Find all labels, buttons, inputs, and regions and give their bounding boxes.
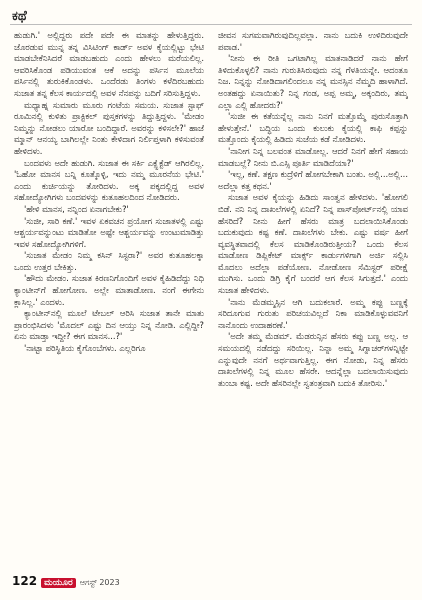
article-body: [14, 30, 408, 568]
page-footer: [12, 574, 120, 590]
issue-date: ಆಗಸ್ಟ್ 2023: [79, 578, 120, 587]
paragraph: 'ನೀನು ಈ ರೀತಿ ಒಗಟಾಗಿಲ್ಲ ಮಾತನಾಡಿದರೆ ನಾನು ಹೇಗೆ ತಿಳಿದುಕೊಳ್ಳಲಿ? ನಾನು ಗುರುತಿಸಿರುವುದು ನನ್ನ ಗೆಳತಿಯನ್ನೇ. ಆದಂತೂ ನಿಜ. ನಿನ್ನನ್ನು ನೋಡಿದಾಗಲಿಂದಲೂ ನನ್ನ ಮನಸ್ಸಿನ ನೆಮ್ಮದಿ ಹಾಳಾಗಿದೆ. ಅಂತಹದ್ದು ಏನಾಯಿತು? ನಿನ್ನ ಗಂಡ, ಅಪ್ಪ ಅಮ್ಮ, ಅಕ್ಕಂದಿರು, ತಮ್ಮ ಎಲ್ಲಾ ಎಲ್ಲಿ ಹೋದರು?': [218, 53, 408, 110]
paragraph: ಸುಜಾತ ಅವಳ ಕೈಯನ್ನು ಹಿಡಿದು ಸಾಂತ್ವನ ಹೇಳಿದಳು. 'ಹೋಗಲಿ ಬಿಡೆ. ನನಿ ನಿನ್ನ ದಾಖಲೆಗಳಲ್ಲಿ ಏನಿದೆ? ನಿನ್ನ ಪಾಸ್‌ಪೋರ್ಟ್‌ನಲ್ಲಿ ಯಾವ ಹೆಸರಿದೆ? ನೀನು ಹೀಗೆ ಹೆಸರು ಮಾತ್ರ ಬದಲಾಯಿಸಿಕೊಂಡು ಬದುಕುವುದು ಕಷ್ಟ ಕಣೆ. ದಾಖಲೆಗಳು ಬೇಕು. ಎಷ್ಟು ವರ್ಷ ಹೀಗೆ ವ್ಯವಸ್ಥಿತವಾದಲ್ಲಿ ಕೆಲಸ ಮಾಡಿಕೊಂಡಿರುತ್ತೀಯ? ಒಂದು ಕೆಲಸ ಮಾಡೋಣ ಡಿಪ್ಲಿಕೇಟ್ ಮಾರ್ಕ್ಸ್ ಕಾರ್ಡುಗಳಿಗಾಗಿ ಅರ್ಜಿ ಸಲ್ಲಿಸಿ ಮೊದಲು ಅದೆಲ್ಲಾ ಪಡೆಯೋಣ. ನೋಡೋಣ ಸೆಮಿಸ್ಟರ್ ಪರೀಕ್ಷೆ ಮುಗಿಸು. ಒಂದು ಡಿಗ್ರಿ ಕೈಗೆ ಬಂದರೆ ಆಗ ಕೆಲಸ ಸಿಗುತ್ತದೆ.' ಎಂದು ಸುಜಾತ ಹೇಳಿದಳು.: [218, 192, 408, 296]
paragraph: 'ಸುಜೀ, ಸಾರಿ ಕಣೆ.' ಇವಳ ಏಕವಚನ ಪ್ರಯೋಗ ಸುಜಾತಳಲ್ಲಿ ಎಷ್ಟು ಆಶ್ಚರ್ಯವನ್ನುಂಟು ಮಾಡಿತೋ ಅಷ್ಟೇ ಆಶ್ಚರ್ಯವನ್ನು ಉಂಟುಮಾಡಿತ್ತು ಇವಳ ಸಹೋದ್ಯೋಗಿಗಳಿಗೆ.: [14, 215, 204, 249]
paragraph: ಜೀವನ ಸುಗಮವಾಗಿರುವುದಿಲ್ಲವಲ್ಲಾ. ನಾನು ಬದುಕಿ ಉಳಿದಿರುವುದೇ ಪವಾಡ.': [218, 30, 408, 52]
paragraph: ಬಂದವಳು ಅದೇ ಹುಡುಗಿ. ಸುಜಾತ ಈ ಸರ್ಕಿ ಎಕ್ಸ್ಪೆಕ್ಟೆಡ್ ಆಗಿರಲಿಲ್ಲ. 'ಓಹೋ ಮಾನಸ ಬನ್ನಿ ಕೂತ್ಕೊಳ್ಳಿ, ಇದು ನಮ್ಮ ಮೂರನೆಯ ಭೇಟಿ.' ಎಂದು ಕುರ್ಚಿಯನ್ನು ತೋರಿದಳು. ಅಕ್ಕ ಪಕ್ಕದಲ್ಲಿದ್ದ ಅವಳ ಸಹೋದ್ಯೋಗಿಗಳು ಬಂದವಳನ್ನು ಕುತೂಹಲದಿಂದ ನೋಡಿದರು.: [14, 157, 204, 203]
paragraph: 'ಅದೇ ತಮ್ಮ ಮೆಡಮ್. ಮೆಡರುನ್ಸಿನ ಹೆಸರು ಕಪ್ಪು ಬಣ್ಣ ಅಲ್ಲ. ಆ ಸಮಯದಲ್ಲಿ ನಡೆದದ್ದು ಸರಿಯಿಲ್ಲ. ನಿನ್ನಾ ಅಮ್ಮ ಸಿಗ್ನಾಚರ್‌ಗಳನ್ನಿಟ್ಟೇ ಎನ್ನುವುದೇ ನನಗೆ ಅರ್ಥವಾಗುತ್ತಿಲ್ಲ. ಈಗ ನೋಡು, ನಿನ್ನ ಹೆಸರು ದಾಖಲೆಗಳಲ್ಲಿ ನಿನ್ನ ಮೂಲ ಹೆಸರೇ. ಆದನ್ನೆಲ್ಲಾ ಬದಲಾಯಿಸುವುದು ತುಂಬಾ ಕಷ್ಟ. ಅದೇ ಹೆಸರಿನಲ್ಲೇ ಸ್ವತಂತ್ರವಾಗಿ ಬದುಕಿ ತೋರಿಸು.': [218, 331, 408, 388]
magazine-logo: ಮಯೂರ: [41, 578, 76, 588]
section-title: ಕಥೆ: [12, 8, 27, 24]
paragraph: 'ಸುಜಾತ ಮೇಡಂ ನಿಮ್ಮ ಕಸಿನ್ ಸಿಸ್ಟರಾ?' ಅವರ ಕುತೂಹಲಕ್ಕಾ ಒಂದು ಉತ್ತರ ಬೇಕಿತ್ತು.: [14, 250, 204, 272]
paragraph: 'ನಾನೀಗ ನಿನ್ನ ಬಲವಂತ ಮಾಡೋಲ್ಲ. ಆದರೆ ನಿನಗೆ ಹೇಗೆ ಸಹಾಯ ಮಾಡಬಲ್ಲೆ? ನೀನು ಬಿ.ಎಸ್ಸಿ ಪೂರ್ತಿ ಮಾಡಿದೆಯಾ?': [218, 145, 408, 168]
header-divider: [10, 24, 412, 25]
paragraph: ಕ್ಯಾಂಟೀನ್‌ನಲ್ಲಿ ಮೂಲೆ ಟೇಬಲ್ ಆರಿಸಿ ಸುಜಾತ ತಾನೇ ಮಾತು ಪ್ರಾರಂಭಿಸಿದಳು 'ಮೊದಲ್ ಎಷ್ಟು ದಿನ ಆಯ್ತು ನಿನ್ನ ನೋಡಿ. ಎಲ್ಲಿದ್ದೀ? ಏನು ಮಾಡ್ತಾ ಇದ್ದೀ? ಈಗ ಮಾನಸ...?': [14, 308, 204, 342]
paragraph: 'ನಾನು ಮೆಡಮ್ಮಸ್ಸಿನ ಆಗಿ ಬದುಕಲಾರೆ. ಅಮ್ಮ ಕಪ್ಪು ಬಣ್ಣಕ್ಕೆ ಸರಿದೂಗುವ ಗುರುತು ಪರಿಚಯವಿಲ್ಲದೆ ನಿಕಾ ಮಾಡಿಕೊಳ್ಳುವವನಿಗೆ ನಾನೊಂದು ಉದಾಹರಣೆ.': [218, 296, 408, 330]
page-header: [10, 6, 412, 26]
left-column: [14, 30, 204, 568]
paragraph: 'ಹೇಳಿ ಮಾನಸ, ನನ್ನಿಂದ ಏನಾಗಬೇಕು?': [24, 203, 129, 214]
right-column: [218, 30, 408, 568]
paragraph: ಮಧ್ಯಾಹ್ನ ಸುಮಾರು ಮೂರು ಗಂಟೆಯ ಸಮಯ. ಸುಜಾತ ಸ್ಟಾಫ್ ರೂಮಿನಲ್ಲಿ ಕುಳಿತು ಪ್ರಾಕ್ಟಿಕಲ್ ಪುಸ್ತಕಗಳನ್ನು ತಿದ್ದುತ್ತಿದ್ದಳು. 'ಮೇಡಂ ನಿಮ್ಮನ್ನು ನೋಡಲು ಯಾರೋ ಬಂದಿದ್ದಾರೆ. ಅವರನ್ನು ಕಳಿಸಲೇ?' ಹಾಜೆ ಮ್ಮಾನ್ ಆನಯ್ಯ ಬಾಗಿಲಲ್ಲೇ ನಿಂತು ಕೇಳಿದಾಗ ನಿರ್ಲಿಪ್ತಳಾಗಿ ಕಳಿಸುವಂತೆ ಹೇಳಿದಳು.: [14, 99, 204, 156]
paragraph: 'ಇಲ್ಲ, ಕಣೆ. ತಕ್ಷಣ ಕುದ್ರೆಳಿಗೆ ಹೋಗಬೇಕಾಗಿ ಬಂತು. ಅಲ್ಲಿ...ಅಲ್ಲಿ... ಅದೆಲ್ಲಾ ಕತ್ತ ಕಥನ.': [218, 169, 408, 191]
paragraph: 'ಹೌದು ಮೇಡಂ. ಸುಜಾತ ಕಿರಣನಿಗೊಂದಿಗೆ ಅವಳ ಕೈಹಿಡಿದೆದ್ದು ನಿಧಿ ಕ್ಯಾಂಟೀನ್‌ಗೆ ಹೋಗೋಣ. ಅಲ್ಲೇ ಮಾತಾಡೋಣ. ನಂಗೆ ಈಗೇನು ಕ್ಲಾಸಿಲ್ಲ.' ಎಂದಳು.: [14, 273, 204, 307]
page-number: 122: [12, 574, 38, 588]
paragraph: ಹುಡುಗಿ.' ಅಲ್ಲಿದ್ದರು ಪದೇ ಪದೇ ಈ ಮಾತನ್ನು ಹೇಳುತ್ತಿದ್ದರು. ಜೊರಡುವ ಮುನ್ನ ತನ್ನ ವಿಸಿಟಿಂಗ್ ಕಾರ್ಡ್ ಅವಳ ಕೈಯಲ್ಲಿಟ್ಟು ಭೇಟಿ ಮಾಡಬೇಕೆನಿಸಿದರೆ ಮಾಡಬಹುದು ಎಂದು ಹೇಳಲು ಮರೆಯಲಿಲ್ಲ. ಆವರಿಸಿಕೊಂಡ ಪಡಿಯುವಂತ ಆಕೆ ಅದನ್ನು ಪರ್ಸಿನ ಮೂಲೆಯ ಪರ್ಸಿನಲ್ಲಿ ತುರುಕಿಕೊಂಡಳು. ಒಂದೆರಡು ತಿಂಗಳು ಕಳೆದಿರಬಹುದು ಸುಜಾತ ತನ್ನ ಕೆಲಸ ಕಾರ್ಯದಲ್ಲಿ ಅವಳ ನೆನಪನ್ನು ಬದಿಗೆ ಸರಿಸುತ್ತಿದ್ದಳು.: [14, 30, 204, 98]
paragraph: 'ಸುಜೀ ಈ ಕತೆಯನ್ನೆಲ್ಲ ನಾನು ನಿನಗೆ ಮತ್ತೊಮ್ಮೆ ಪುರುಸೊತ್ತಾಗಿ ಹೇಳುತ್ತೇನೆ.' ಬದ್ಧಿಯ ಒಂದು ಕುಲುಕು ಕೈಯಲ್ಲಿ ಕಾಫಿ ಕಪ್ಪನ್ನು ಮತ್ತೊಂದು ಕೈಯಲ್ಲಿ ಹಿಡಿದು ಸುಜೆಯ ಕಡೆ ನೋಡಿದಳು.: [218, 111, 408, 145]
paragraph: 'ನಾಟ್ಟಾ ಪರಿಸ್ಥಿತಿಯ ಕೈಗೊಂಬೆಗಳು. ಎಲ್ಲರಿಗೂ: [24, 343, 146, 354]
